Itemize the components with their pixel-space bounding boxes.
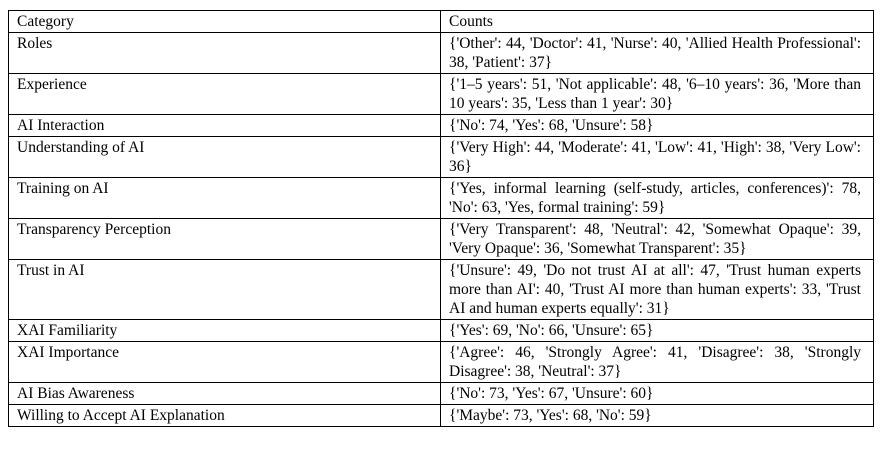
counts-cell: {'Unsure': 49, 'Do not trust AI at all': 47, 'Trust human experts more than AI': 40, 'Trust AI more than human experts': 33, 'Trust AI and human experts equally': 31} [441,260,874,320]
category-cell: AI Interaction [9,115,441,137]
counts-cell: {'1–5 years': 51, 'Not applicable': 48, '6–10 years': 36, 'More than 10 years': 35, 'Less than 1 year': 30} [441,74,874,115]
table-row [9,219,874,260]
category-cell: Trust in AI [9,260,441,320]
counts-cell: {'Very Transparent': 48, 'Neutral': 42, 'Somewhat Opaque': 39, 'Very Opaque': 36, 'Somewhat Transparent': 35} [441,219,874,260]
table-row [9,405,874,427]
table-row [9,33,874,74]
category-cell: Understanding of AI [9,137,441,178]
counts-cell: {'Maybe': 73, 'Yes': 68, 'No': 59} [441,405,874,427]
table-row [9,260,874,320]
category-counts-table [8,10,874,427]
category-cell: Transparency Perception [9,219,441,260]
table-row [9,115,874,137]
table-row [9,383,874,405]
header-category: Category [9,11,441,33]
table-row [9,178,874,219]
table-row [9,74,874,115]
counts-cell: {'No': 73, 'Yes': 67, 'Unsure': 60} [441,383,874,405]
category-cell: XAI Familiarity [9,320,441,342]
header-counts: Counts [441,11,874,33]
counts-cell: {'Yes': 69, 'No': 66, 'Unsure': 65} [441,320,874,342]
category-cell: XAI Importance [9,342,441,383]
counts-cell: {'Other': 44, 'Doctor': 41, 'Nurse': 40, 'Allied Health Professional': 38, 'Patient': 37} [441,33,874,74]
category-cell: AI Bias Awareness [9,383,441,405]
counts-cell: {'Agree': 46, 'Strongly Agree': 41, 'Disagree': 38, 'Strongly Disagree': 38, 'Neutral': 37} [441,342,874,383]
category-cell: Willing to Accept AI Explanation [9,405,441,427]
counts-cell: {'Yes, informal learning (self-study, articles, conferences)': 78, 'No': 63, 'Yes, formal training': 59} [441,178,874,219]
counts-cell: {'Very High': 44, 'Moderate': 41, 'Low': 41, 'High': 38, 'Very Low': 36} [441,137,874,178]
category-cell: Training on AI [9,178,441,219]
header-row [9,11,874,33]
counts-cell: {'No': 74, 'Yes': 68, 'Unsure': 58} [441,115,874,137]
table-row [9,342,874,383]
category-cell: Roles [9,33,441,74]
table-row [9,137,874,178]
table-container [8,10,874,427]
category-cell: Experience [9,74,441,115]
table-row [9,320,874,342]
